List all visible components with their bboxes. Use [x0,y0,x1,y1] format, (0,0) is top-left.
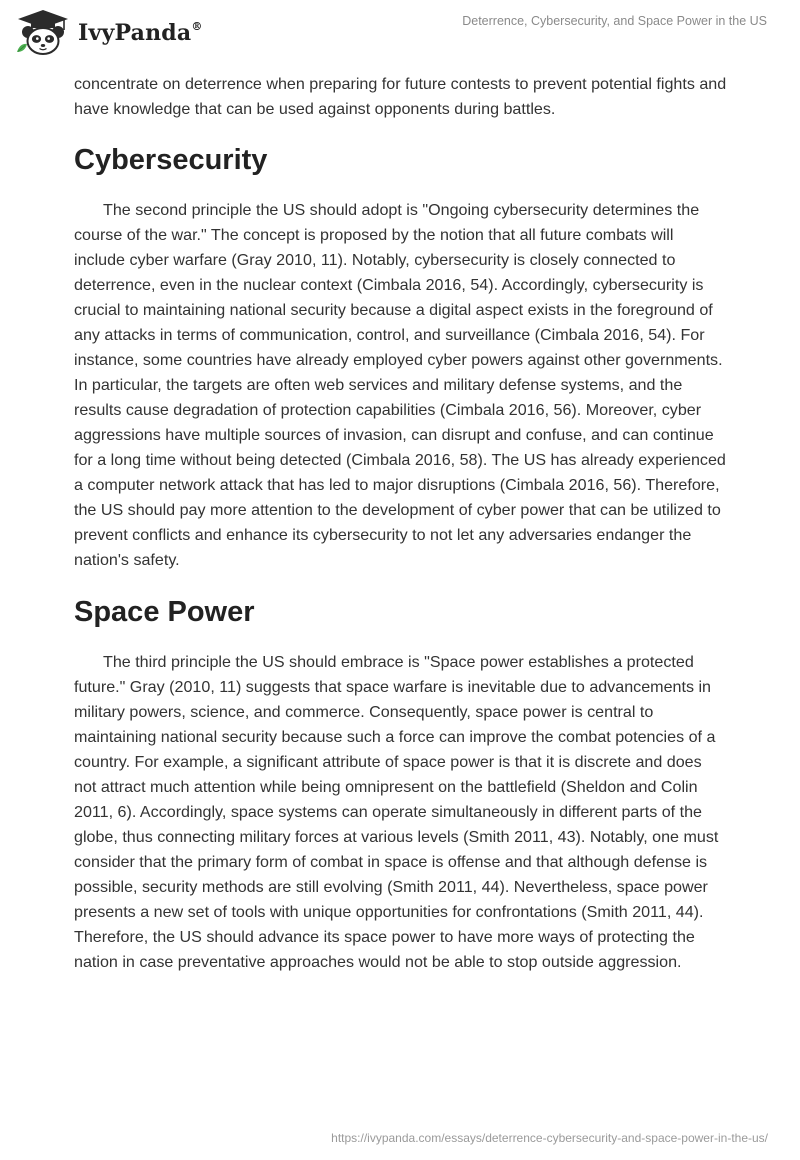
section-heading-space-power: Space Power [74,596,255,628]
logo-wordmark [78,20,203,46]
source-url[interactable]: https://ivypanda.com/essays/deterrence-cybersecurity-and-space-power-in-the-us/ [331,1131,768,1145]
registered-mark: ® [191,19,203,33]
page-header [0,0,800,70]
document-title: Deterrence, Cybersecurity, and Space Power in the US [462,14,767,28]
logo[interactable] [14,8,203,58]
panda-graduate-icon [14,8,72,58]
intro-paragraph: concentrate on deterrence when preparing for future contests to prevent potential fights and have knowledge that can be used against opponents during battles. [74,75,727,118]
section-heading-cybersecurity: Cybersecurity [74,144,268,176]
section-paragraph-space-power: The third principle the US should embrace is "Space power establishes a protected future." Gray (2010, 11) suggests that space warfare is inevitable due to advancements in military powers, science, and commerce. Consequently, space power is central to maintaining national security because such a force can improve the combat potencies of a country. For example, a significant attribute of space power is that it is discrete and does not attract much attention while being omnipresent on the battlefield (Sheldon and Colin 2011, 6). Accordingly, space systems can operate simultaneously in different parts of the globe, thus connecting military forces at various levels (Smith 2011, 43). Notably, one must consider that the primary form of combat in space is offense and that although defense is possible, security methods are still evolving (Smith 2011, 44). Nevertheless, space power presents a new set of tools with unique opportunities for confrontations (Smith 2011, 44). Therefore, the US should advance its space power to have more ways of protecting the nation in case preventative approaches would not be able to stop outside aggression. [74,653,719,971]
essay-body [74,72,728,975]
logo-name: IvyPanda [78,20,192,46]
section-paragraph-cybersecurity: The second principle the US should adopt is "Ongoing cybersecurity determines the course of the war." The concept is proposed by the notion that all future combats will include cyber warfare (Gray 2010, 11). Notably, cybersecurity is closely connected to deterrence, even in the nuclear context (Cimbala 2016, 54). Accordingly, cybersecurity is crucial to maintaining national security because a digital aspect exists in the foreground of any attacks in terms of communication, control, and surveillance (Cimbala 2016, 54). For instance, some countries have already employed cyber powers against other governments. In particular, the targets are often web services and military defense systems, and the results cause degradation of protection capabilities (Cimbala 2016, 56). Moreover, cyber aggressions have multiple sources of invasion, can disrupt and confuse, and can continue for a long time without being detected (Cimbala 2016, 58). The US has already experienced a computer network attack that has led to major disruptions (Cimbala 2016, 56). Therefore, the US should pay more attention to the development of cyber power that can be utilized to prevent conflicts and enhance its cybersecurity to not let any adversaries endanger the nation's safety. [74,201,726,569]
